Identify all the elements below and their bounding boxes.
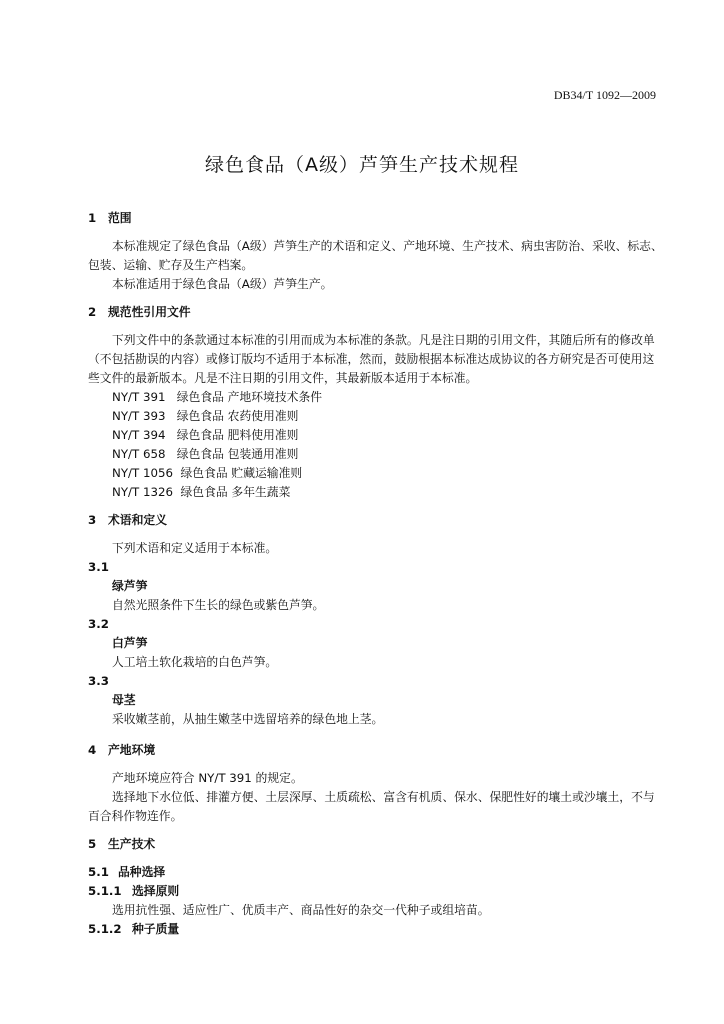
section-heading-environment: 4 产地环境: [88, 743, 156, 757]
reference-item: NY/T 1326 绿色食品 多年生蔬菜: [112, 485, 291, 499]
paragraph: 选用抗性强、适应性广、优质丰产、商品性好的杂交一代种子或组培苗。: [112, 903, 490, 917]
term-name: 母茎: [112, 693, 136, 707]
standard-code: DB34/T 1092—2009: [553, 88, 656, 102]
subsection-heading-variety: 5.1 品种选择: [88, 865, 166, 879]
reference-item: NY/T 1056 绿色食品 贮藏运输准则: [112, 466, 303, 480]
term-definition: 采收嫩茎前，从抽生嫩茎中选留培养的绿色地上茎。: [112, 712, 384, 726]
reference-item: NY/T 391 绿色食品 产地环境技术条件: [112, 390, 323, 404]
term-name: 绿芦笋: [112, 579, 148, 593]
paragraph: 产地环境应符合 NY/T 391 的规定。: [112, 771, 303, 785]
term-number: 3.1: [88, 560, 109, 574]
document-title: 绿色食品（A级）芦笋生产技术规程: [205, 154, 519, 176]
term-number: 3.3: [88, 674, 109, 688]
term-number: 3.2: [88, 617, 109, 631]
paragraph: 下列文件中的条款通过本标准的引用而成为本标准的条款。凡是注日期的引用文件，其随后所有的修改单（不包括勘误的内容）或修订版均不适用于本标准，然而，鼓励根据本标准达成协议的各方研究是否可使用这些文件的最新版本。凡是不注日期的引用文件，其最新版本适用于本标准。: [88, 333, 655, 385]
subsection-heading-seed-quality: 5.1.2 种子质量: [88, 922, 180, 936]
reference-item: NY/T 393 绿色食品 农药使用准则: [112, 409, 299, 423]
paragraph: 本标准适用于绿色食品（A级）芦笋生产。: [112, 277, 333, 291]
paragraph: 下列术语和定义适用于本标准。: [112, 541, 278, 555]
section-heading-production: 5 生产技术: [88, 837, 156, 851]
term-definition: 人工培土软化栽培的白色芦笋。: [112, 655, 278, 669]
reference-item: NY/T 658 绿色食品 包装通用准则: [112, 447, 299, 461]
paragraph: 本标准规定了绿色食品（A级）芦笋生产的术语和定义、产地环境、生产技术、病虫害防治、采收、标志、包装、运输、贮存及生产档案。: [88, 239, 663, 272]
term-name: 白芦笋: [112, 636, 148, 650]
section-heading-scope: 1 范围: [88, 211, 132, 225]
document-body: [88, 209, 664, 939]
reference-item: NY/T 394 绿色食品 肥料使用准则: [112, 428, 299, 442]
section-heading-normative-references: 2 规范性引用文件: [88, 305, 191, 319]
paragraph: 选择地下水位低、排灌方便、土层深厚、土质疏松、富含有机质、保水、保肥性好的壤土或沙壤土，不与百合科作物连作。: [88, 790, 655, 823]
subsection-heading-principle: 5.1.1 选择原则: [88, 884, 180, 898]
section-heading-terms: 3 术语和定义: [88, 513, 167, 527]
term-definition: 自然光照条件下生长的绿色或紫色芦笋。: [112, 598, 325, 612]
